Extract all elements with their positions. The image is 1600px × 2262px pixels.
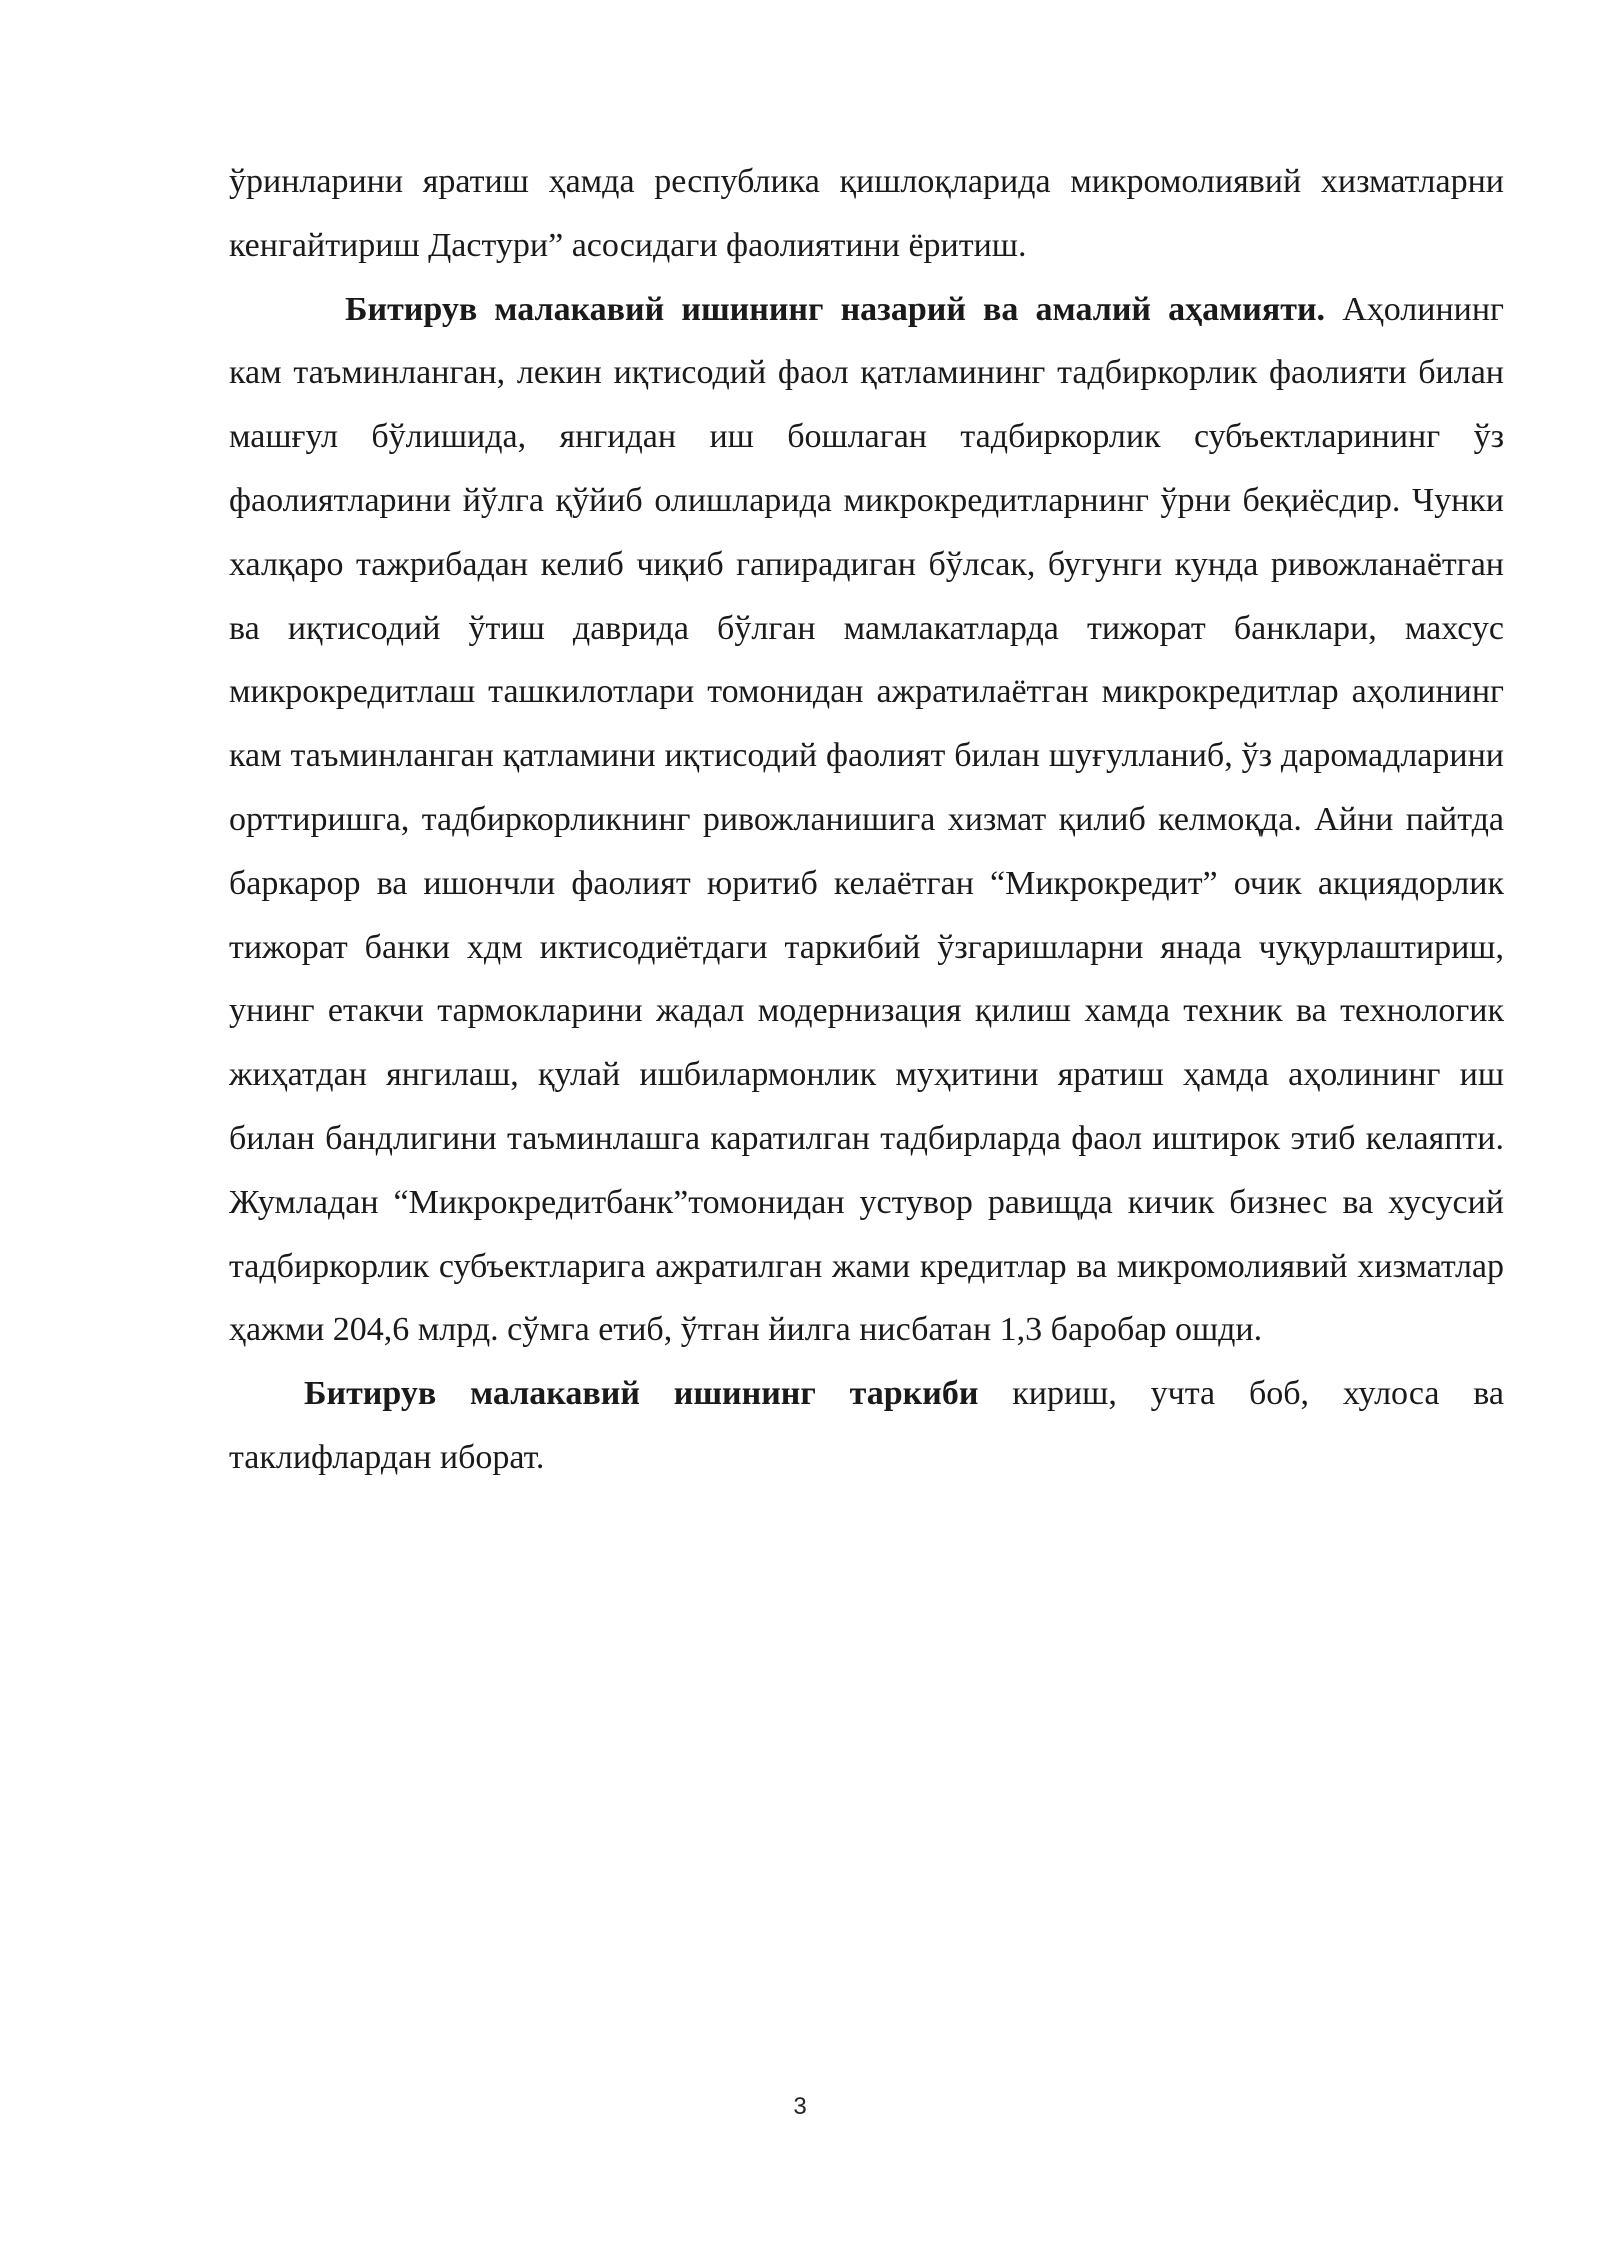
paragraph-heading: Битирув малакавий ишининг назарий ва амалий аҳамияти. <box>345 290 1326 328</box>
paragraph-structure <box>229 1362 1504 1490</box>
paragraph-heading: Битирув малакавий ишининг таркиби <box>304 1375 979 1413</box>
document-body <box>229 150 1504 1490</box>
paragraph-significance <box>229 278 1504 1363</box>
paragraph-continuation <box>229 150 1504 278</box>
page-number: 3 <box>793 2093 807 2120</box>
paragraph-text: кириш, учта боб, хулоса ва таклифлардан иборат. <box>229 1375 1504 1476</box>
paragraph-text: Аҳолининг кам таъминланган, лекин иқтисодий фаол қатламининг тадбиркорлик фаолияти билан машғул бўлишида, янгидан иш бошлаган тадбиркорлик субъектларининг ўз фаолиятларини йўлга қўйиб олишларида микрокредитларнинг ўрни беқиёсдир. Чунки халқаро тажрибадан келиб чиқиб гапирадиган бўлсак, бугунги кунда ривожланаётган ва иқтисодий ўтиш даврида бўлган мамлакатларда тижорат банклари, махсус микрокредитлаш ташкилотлари томонидан ажратилаётган микрокредитлар аҳолининг кам таъминланган қатламини иқтисодий фаолият билан шуғулланиб, ўз даромадларини орттиришга, тадбиркорликнинг ривожланишига хизмат қилиб келмоқда. Айни пайтда баркарор ва ишончли фаолият юритиб келаётган “Микрокредит” очик акциядорлик тижорат банки хдм иктисодиётдаги таркибий ўзгаришларни янада чуқурлаштириш, унинг етакчи тармокларини жадал модернизация қилиш хамда техник ва технологик жиҳатдан янгилаш, қулай ишбилармонлик муҳитини яратиш ҳамда аҳолининг иш билан бандлигини таъминлашга каратилган тадбирларда фаол иштирок этиб келаяпти. Жумладан “Микрокредитбанк”томонидан устувор равищда кичик бизнес ва хусусий тадбиркорлик субъектларига ажратилган жами кредитлар ва микромолиявий хизматлар ҳажми 204,6 млрд. сўмга етиб, ўтган йилга нисбатан 1,3 баробар ошди. <box>229 290 1504 1349</box>
paragraph-text: ўринларини яратиш ҳамда республика қишлоқларида микромолиявий хизматларни кенгайтириш Дастури” асосидаги фаолиятини ёритиш. <box>229 163 1504 264</box>
